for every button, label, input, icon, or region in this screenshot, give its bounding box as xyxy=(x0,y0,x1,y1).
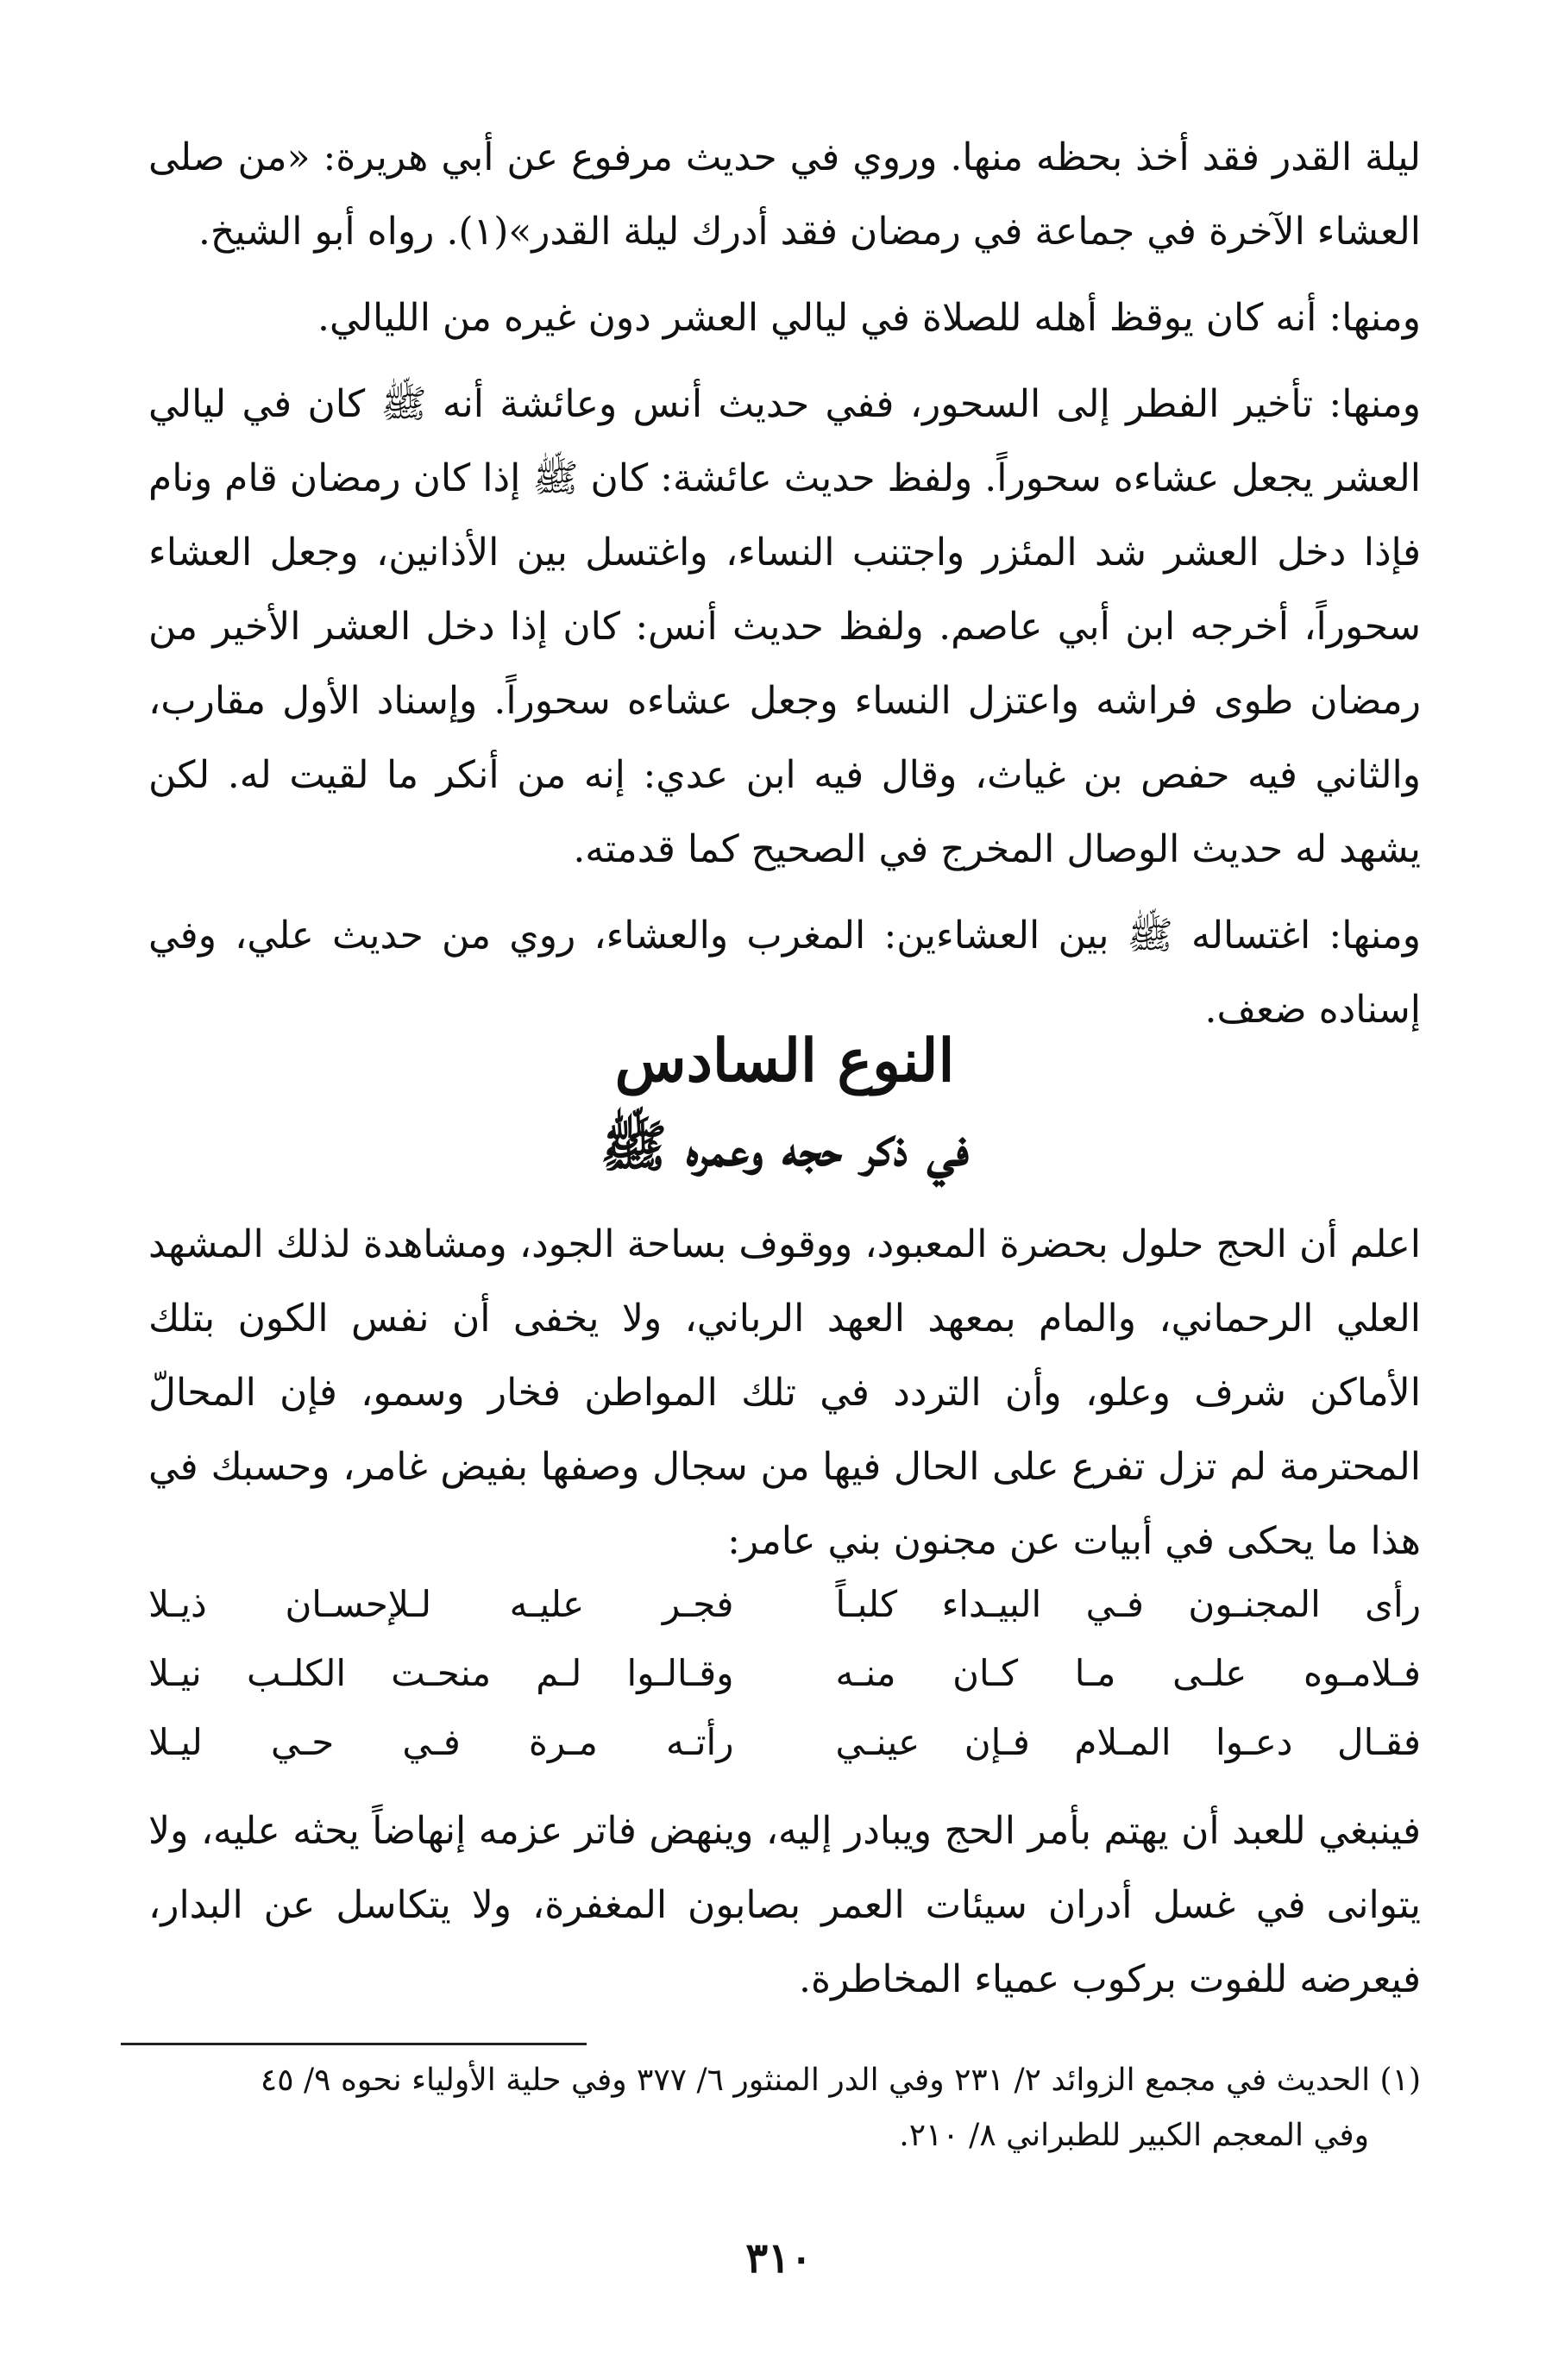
verse-first-half: رأى المجنـون فـي البيـداء كلبـاً xyxy=(835,1583,1421,1625)
section-subtitle: في ذكر حجه وعمره ﷺ xyxy=(600,1115,970,1179)
closing-text-block xyxy=(148,1794,1421,2029)
verse-first-half: فـلامـوه علـى مـا كـان منـه xyxy=(835,1652,1421,1694)
footnote xyxy=(148,2053,1421,2163)
page-number: ٣١٠ xyxy=(745,2234,813,2283)
paragraph: ومنها: أنه كان يوقظ أهله للصلاة في ليالي العشر دون غيره من الليالي. xyxy=(317,296,1421,340)
verse-second-half: وقـالـوا لـم منحـت الكلـب نيـلا xyxy=(148,1652,734,1694)
paragraph: ومنها: اغتساله ﷺ بين العشاءين: المغرب والعشاء، روي من حديث علي، وفي إسناده ضعف. xyxy=(148,914,1421,1032)
verse-second-half: رأتـه مـرة فـي حـي ليـلا xyxy=(148,1721,734,1763)
poem-verse xyxy=(148,1570,1421,1639)
poem xyxy=(148,1570,1421,1777)
paragraph: فينبغي للعبد أن يهتم بأمر الحج ويبادر إليه، وينهض فاتر عزمه إنهاضاً يحثه عليه، ولا يتوانى في غسل أدران سيئات العمر بصابون المغفرة، ولا يتكاسل عن البدار، فيعرضه للفوت بركوب عمياء المخاطرة. xyxy=(148,1809,1421,2001)
footnote-line: (١) الحديث في مجمع الزوائد ٢/ ٢٣١ وفي الدر المنثور ٦/ ٣٧٧ وفي حلية الأولياء نحوه ٩/ ٤٥ xyxy=(260,2063,1421,2098)
paragraph: ليلة القدر فقد أخذ بحظه منها. وروي في حديث مرفوع عن أبي هريرة: «من صلى العشاء الآخرة في جماعة في رمضان فقد أدرك ليلة القدر»(١). رواه أبو الشيخ. xyxy=(148,135,1421,254)
verse-first-half: فقـال دعـوا المـلام فـإن عينـي xyxy=(835,1721,1421,1763)
top-text-block xyxy=(148,121,1421,1059)
verse-second-half: فجـر عليـه لـلإحسـان ذيـلا xyxy=(148,1583,734,1625)
poem-verse xyxy=(148,1639,1421,1708)
footnote-separator xyxy=(121,2043,587,2045)
paragraph: اعلم أن الحج حلول بحضرة المعبود، ووقوف بساحة الجود، ومشاهدة لذلك المشهد العلي الرحماني، والمام بمعهد العهد الرباني، ولا يخفى أن نفس الكون بتلك الأماكن شرف وعلو، وأن التردد في تلك المواطن فخار وسمو، فإن المحالّ المحترمة لم تزل تفرع على الحال فيها من سجال وصفها بفيض غامر، وحسبك في هذا ما يحكى في أبيات عن مجنون بني عامر: xyxy=(148,1222,1422,1563)
section-heading xyxy=(148,1018,1421,1190)
section-title: النوع السادس xyxy=(614,1027,955,1096)
intro-text-block xyxy=(148,1208,1421,1591)
footnote-line: وفي المعجم الكبير للطبراني ٨/ ٢١٠. xyxy=(899,2118,1369,2153)
poem-verse xyxy=(148,1708,1421,1777)
paragraph: ومنها: تأخير الفطر إلى السحور، ففي حديث أنس وعائشة أنه ﷺ كان في ليالي العشر يجعل عشاءه سحوراً. ولفظ حديث عائشة: كان ﷺ إذا كان رمضان قام ونام فإذا دخل العشر شد المئزر واجتنب النساء، واغتسل بين الأذانين، وجعل العشاء سحوراً، أخرجه ابن أبي عاصم. ولفظ حديث أنس: كان إذا دخل العشر الأخير من رمضان طوى فراشه واعتزل النساء وجعل عشاءه سحوراً. وإسناد الأول مقارب، والثاني فيه حفص بن غياث، وقال فيه ابن عدي: إنه من أنكر ما لقيت له. لكن يشهد له حديث الوصال المخرج في الصحيح كما قدمته. xyxy=(148,382,1421,871)
